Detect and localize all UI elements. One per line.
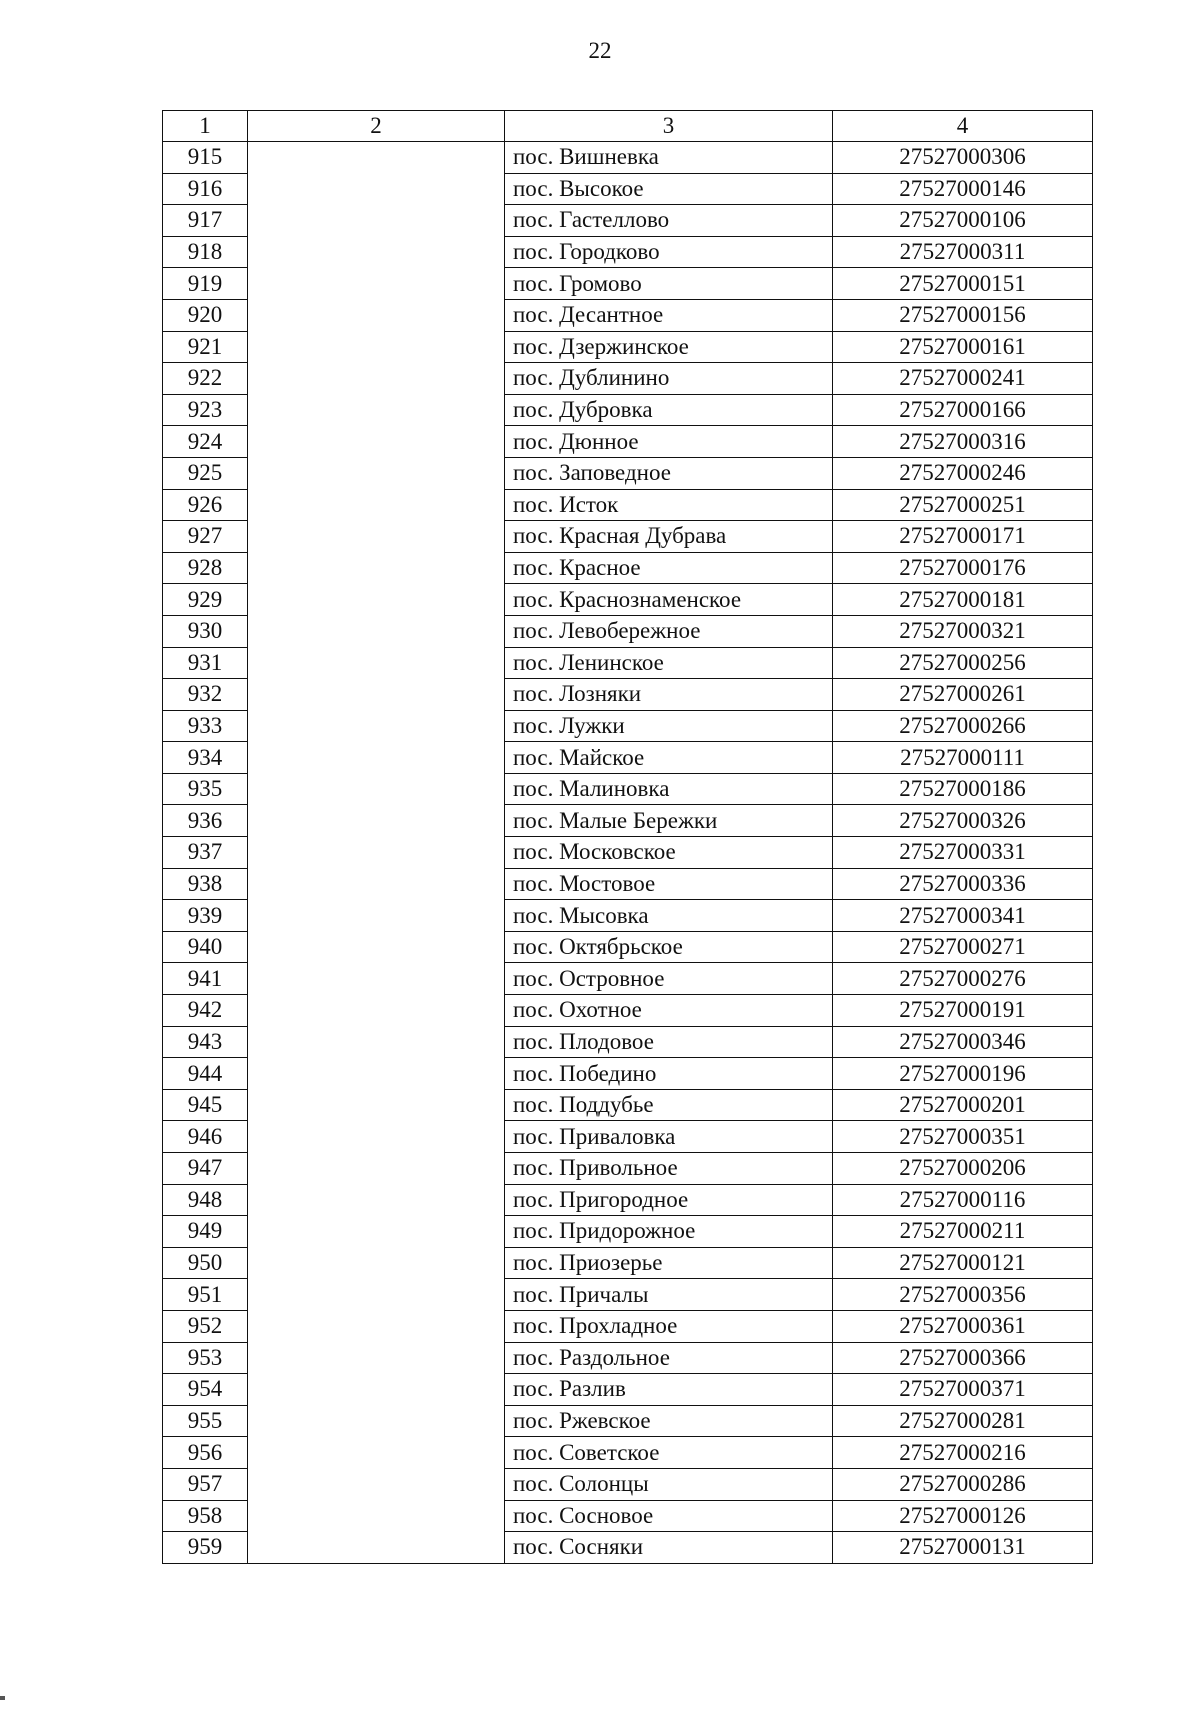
oktmo-code-cell: 27527000286 xyxy=(833,1468,1093,1500)
district-cell xyxy=(248,1468,505,1500)
settlement-name-cell: пос. Дублинино xyxy=(505,363,833,395)
row-number-cell: 928 xyxy=(163,552,248,584)
oktmo-code-cell: 27527000356 xyxy=(833,1279,1093,1311)
settlement-name-cell: пос. Майское xyxy=(505,742,833,774)
row-number-cell: 922 xyxy=(163,363,248,395)
settlement-name-cell: пос. Дюнное xyxy=(505,426,833,458)
oktmo-code-cell: 27527000126 xyxy=(833,1500,1093,1532)
settlement-name-cell: пос. Малиновка xyxy=(505,773,833,805)
oktmo-code-cell: 27527000106 xyxy=(833,205,1093,237)
district-cell xyxy=(248,900,505,932)
row-number-cell: 936 xyxy=(163,805,248,837)
table-row xyxy=(163,1374,1093,1406)
table-row xyxy=(163,963,1093,995)
oktmo-code-cell: 27527000171 xyxy=(833,521,1093,553)
row-number-cell: 951 xyxy=(163,1279,248,1311)
row-number-cell: 952 xyxy=(163,1310,248,1342)
settlement-name-cell: пос. Привольное xyxy=(505,1153,833,1185)
table-row xyxy=(163,1247,1093,1279)
settlement-name-cell: пос. Громово xyxy=(505,268,833,300)
table-row xyxy=(163,1058,1093,1090)
row-number-cell: 948 xyxy=(163,1184,248,1216)
row-number-cell: 942 xyxy=(163,995,248,1027)
settlement-name-cell: пос. Островное xyxy=(505,963,833,995)
table-row xyxy=(163,1153,1093,1185)
oktmo-code-cell: 27527000176 xyxy=(833,552,1093,584)
settlement-name-cell: пос. Краснознаменское xyxy=(505,584,833,616)
settlement-name-cell: пос. Сосняки xyxy=(505,1532,833,1564)
settlement-name-cell: пос. Красная Дубрава xyxy=(505,521,833,553)
district-cell xyxy=(248,1532,505,1564)
table-row xyxy=(163,837,1093,869)
district-cell xyxy=(248,710,505,742)
settlement-name-cell: пос. Исток xyxy=(505,489,833,521)
settlement-name-cell: пос. Приваловка xyxy=(505,1121,833,1153)
table-row xyxy=(163,1405,1093,1437)
oktmo-code-cell: 27527000366 xyxy=(833,1342,1093,1374)
district-cell xyxy=(248,963,505,995)
row-number-cell: 958 xyxy=(163,1500,248,1532)
table-row xyxy=(163,1500,1093,1532)
settlement-name-cell: пос. Высокое xyxy=(505,173,833,205)
settlement-name-cell: пос. Дубровка xyxy=(505,394,833,426)
row-number-cell: 920 xyxy=(163,299,248,331)
row-number-cell: 950 xyxy=(163,1247,248,1279)
oktmo-code-cell: 27527000266 xyxy=(833,710,1093,742)
settlement-name-cell: пос. Пригородное xyxy=(505,1184,833,1216)
row-number-cell: 959 xyxy=(163,1532,248,1564)
row-number-cell: 918 xyxy=(163,236,248,268)
column-header-2: 2 xyxy=(248,111,505,142)
row-number-cell: 940 xyxy=(163,931,248,963)
row-number-cell: 935 xyxy=(163,773,248,805)
district-cell xyxy=(248,1247,505,1279)
district-cell xyxy=(248,1216,505,1248)
settlement-name-cell: пос. Причалы xyxy=(505,1279,833,1311)
district-cell xyxy=(248,1437,505,1469)
row-number-cell: 925 xyxy=(163,457,248,489)
table-row xyxy=(163,647,1093,679)
settlement-name-cell: пос. Десантное xyxy=(505,299,833,331)
district-cell xyxy=(248,521,505,553)
table-row xyxy=(163,679,1093,711)
scan-mark xyxy=(0,1696,5,1700)
district-cell xyxy=(248,1405,505,1437)
settlement-name-cell: пос. Сосновое xyxy=(505,1500,833,1532)
settlement-name-cell: пос. Приозерье xyxy=(505,1247,833,1279)
table-row xyxy=(163,142,1093,174)
table-row xyxy=(163,173,1093,205)
oktmo-code-cell: 27527000191 xyxy=(833,995,1093,1027)
oktmo-code-cell: 27527000211 xyxy=(833,1216,1093,1248)
oktmo-code-cell: 27527000361 xyxy=(833,1310,1093,1342)
table-row xyxy=(163,1184,1093,1216)
oktmo-code-cell: 27527000341 xyxy=(833,900,1093,932)
settlement-name-cell: пос. Красное xyxy=(505,552,833,584)
table-row xyxy=(163,1216,1093,1248)
oktmo-code-cell: 27527000116 xyxy=(833,1184,1093,1216)
table-body xyxy=(163,142,1093,1564)
table-row xyxy=(163,868,1093,900)
district-cell xyxy=(248,489,505,521)
district-cell xyxy=(248,1310,505,1342)
table-row xyxy=(163,521,1093,553)
table-row xyxy=(163,931,1093,963)
district-cell xyxy=(248,331,505,363)
table-row xyxy=(163,363,1093,395)
row-number-cell: 945 xyxy=(163,1089,248,1121)
settlement-name-cell: пос. Октябрьское xyxy=(505,931,833,963)
settlement-name-cell: пос. Малые Бережки xyxy=(505,805,833,837)
row-number-cell: 924 xyxy=(163,426,248,458)
row-number-cell: 929 xyxy=(163,584,248,616)
district-cell xyxy=(248,1153,505,1185)
district-cell xyxy=(248,837,505,869)
oktmo-code-cell: 27527000241 xyxy=(833,363,1093,395)
oktmo-code-cell: 27527000131 xyxy=(833,1532,1093,1564)
district-cell xyxy=(248,236,505,268)
district-cell xyxy=(248,805,505,837)
row-number-cell: 931 xyxy=(163,647,248,679)
row-number-cell: 939 xyxy=(163,900,248,932)
oktmo-code-cell: 27527000346 xyxy=(833,1026,1093,1058)
oktmo-code-cell: 27527000181 xyxy=(833,584,1093,616)
district-cell xyxy=(248,1058,505,1090)
table-row xyxy=(163,1532,1093,1564)
district-cell xyxy=(248,1342,505,1374)
oktmo-code-cell: 27527000306 xyxy=(833,142,1093,174)
oktmo-code-cell: 27527000121 xyxy=(833,1247,1093,1279)
district-cell xyxy=(248,742,505,774)
oktmo-code-cell: 27527000256 xyxy=(833,647,1093,679)
district-cell xyxy=(248,299,505,331)
oktmo-code-cell: 27527000336 xyxy=(833,868,1093,900)
district-cell xyxy=(248,931,505,963)
settlement-name-cell: пос. Прохладное xyxy=(505,1310,833,1342)
oktmo-code-cell: 27527000311 xyxy=(833,236,1093,268)
settlement-name-cell: пос. Лужки xyxy=(505,710,833,742)
row-number-cell: 937 xyxy=(163,837,248,869)
district-cell xyxy=(248,647,505,679)
oktmo-code-cell: 27527000351 xyxy=(833,1121,1093,1153)
row-number-cell: 932 xyxy=(163,679,248,711)
table-row xyxy=(163,584,1093,616)
district-cell xyxy=(248,268,505,300)
table-row xyxy=(163,615,1093,647)
table-row xyxy=(163,394,1093,426)
row-number-cell: 955 xyxy=(163,1405,248,1437)
oktmo-code-cell: 27527000331 xyxy=(833,837,1093,869)
row-number-cell: 921 xyxy=(163,331,248,363)
row-number-cell: 941 xyxy=(163,963,248,995)
oktmo-code-cell: 27527000251 xyxy=(833,489,1093,521)
settlement-name-cell: пос. Левобережное xyxy=(505,615,833,647)
settlement-name-cell: пос. Раздольное xyxy=(505,1342,833,1374)
settlement-name-cell: пос. Городково xyxy=(505,236,833,268)
oktmo-code-cell: 27527000281 xyxy=(833,1405,1093,1437)
settlement-name-cell: пос. Победино xyxy=(505,1058,833,1090)
settlement-name-cell: пос. Заповедное xyxy=(505,457,833,489)
row-number-cell: 957 xyxy=(163,1468,248,1500)
row-number-cell: 946 xyxy=(163,1121,248,1153)
district-cell xyxy=(248,1121,505,1153)
table-row xyxy=(163,1468,1093,1500)
district-cell xyxy=(248,1026,505,1058)
oktmo-code-cell: 27527000316 xyxy=(833,426,1093,458)
oktmo-code-cell: 27527000276 xyxy=(833,963,1093,995)
row-number-cell: 923 xyxy=(163,394,248,426)
oktmo-code-cell: 27527000326 xyxy=(833,805,1093,837)
district-cell xyxy=(248,457,505,489)
oktmo-code-cell: 27527000271 xyxy=(833,931,1093,963)
district-cell xyxy=(248,995,505,1027)
oktmo-code-cell: 27527000371 xyxy=(833,1374,1093,1406)
district-cell xyxy=(248,363,505,395)
district-cell xyxy=(248,1500,505,1532)
oktmo-code-cell: 27527000161 xyxy=(833,331,1093,363)
table-row xyxy=(163,900,1093,932)
oktmo-code-cell: 27527000186 xyxy=(833,773,1093,805)
district-cell xyxy=(248,584,505,616)
oktmo-code-cell: 27527000201 xyxy=(833,1089,1093,1121)
settlement-name-cell: пос. Московское xyxy=(505,837,833,869)
row-number-cell: 956 xyxy=(163,1437,248,1469)
settlements-table xyxy=(162,110,1093,1564)
settlement-name-cell: пос. Мысовка xyxy=(505,900,833,932)
row-number-cell: 953 xyxy=(163,1342,248,1374)
settlement-name-cell: пос. Придорожное xyxy=(505,1216,833,1248)
row-number-cell: 944 xyxy=(163,1058,248,1090)
table-row xyxy=(163,1089,1093,1121)
district-cell xyxy=(248,426,505,458)
table-row xyxy=(163,331,1093,363)
table-row xyxy=(163,1342,1093,1374)
row-number-cell: 916 xyxy=(163,173,248,205)
column-header-4: 4 xyxy=(833,111,1093,142)
district-cell xyxy=(248,868,505,900)
table-row xyxy=(163,299,1093,331)
page-number: 22 xyxy=(588,38,612,63)
row-number-cell: 933 xyxy=(163,710,248,742)
row-number-cell: 938 xyxy=(163,868,248,900)
row-number-cell: 947 xyxy=(163,1153,248,1185)
table-row xyxy=(163,236,1093,268)
table-row xyxy=(163,995,1093,1027)
district-cell xyxy=(248,142,505,174)
row-number-cell: 949 xyxy=(163,1216,248,1248)
column-header-3: 3 xyxy=(505,111,833,142)
district-cell xyxy=(248,615,505,647)
table-row xyxy=(163,205,1093,237)
district-cell xyxy=(248,1089,505,1121)
oktmo-code-cell: 27527000246 xyxy=(833,457,1093,489)
row-number-cell: 926 xyxy=(163,489,248,521)
settlement-name-cell: пос. Гастеллово xyxy=(505,205,833,237)
district-cell xyxy=(248,773,505,805)
table-header-row xyxy=(163,111,1093,142)
district-cell xyxy=(248,205,505,237)
settlement-name-cell: пос. Солонцы xyxy=(505,1468,833,1500)
table-row xyxy=(163,710,1093,742)
settlement-name-cell: пос. Ржевское xyxy=(505,1405,833,1437)
oktmo-code-cell: 27527000156 xyxy=(833,299,1093,331)
table-row xyxy=(163,552,1093,584)
district-cell xyxy=(248,394,505,426)
oktmo-code-cell: 27527000196 xyxy=(833,1058,1093,1090)
oktmo-code-cell: 27527000216 xyxy=(833,1437,1093,1469)
settlement-name-cell: пос. Охотное xyxy=(505,995,833,1027)
row-number-cell: 915 xyxy=(163,142,248,174)
table-row xyxy=(163,742,1093,774)
row-number-cell: 930 xyxy=(163,615,248,647)
row-number-cell: 917 xyxy=(163,205,248,237)
district-cell xyxy=(248,1374,505,1406)
table-row xyxy=(163,268,1093,300)
row-number-cell: 954 xyxy=(163,1374,248,1406)
table-row xyxy=(163,773,1093,805)
table-row xyxy=(163,1310,1093,1342)
table-row xyxy=(163,1026,1093,1058)
settlement-name-cell: пос. Ленинское xyxy=(505,647,833,679)
table-row xyxy=(163,805,1093,837)
settlement-name-cell: пос. Разлив xyxy=(505,1374,833,1406)
settlement-name-cell: пос. Мостовое xyxy=(505,868,833,900)
table-row xyxy=(163,426,1093,458)
row-number-cell: 934 xyxy=(163,742,248,774)
district-cell xyxy=(248,552,505,584)
column-header-1: 1 xyxy=(163,111,248,142)
oktmo-code-cell: 27527000321 xyxy=(833,615,1093,647)
table-row xyxy=(163,489,1093,521)
settlement-name-cell: пос. Плодовое xyxy=(505,1026,833,1058)
row-number-cell: 943 xyxy=(163,1026,248,1058)
district-cell xyxy=(248,1279,505,1311)
row-number-cell: 927 xyxy=(163,521,248,553)
district-cell xyxy=(248,679,505,711)
table-row xyxy=(163,1279,1093,1311)
table-row xyxy=(163,1121,1093,1153)
table-header xyxy=(163,111,1093,142)
oktmo-code-cell: 27527000111 xyxy=(833,742,1093,774)
district-cell xyxy=(248,173,505,205)
oktmo-code-cell: 27527000146 xyxy=(833,173,1093,205)
oktmo-code-cell: 27527000166 xyxy=(833,394,1093,426)
settlement-name-cell: пос. Дзержинское xyxy=(505,331,833,363)
district-cell xyxy=(248,1184,505,1216)
table-row xyxy=(163,457,1093,489)
row-number-cell: 919 xyxy=(163,268,248,300)
settlement-name-cell: пос. Советское xyxy=(505,1437,833,1469)
settlement-name-cell: пос. Поддубье xyxy=(505,1089,833,1121)
oktmo-code-cell: 27527000151 xyxy=(833,268,1093,300)
settlement-name-cell: пос. Лозняки xyxy=(505,679,833,711)
settlement-name-cell: пос. Вишневка xyxy=(505,142,833,174)
oktmo-code-cell: 27527000261 xyxy=(833,679,1093,711)
oktmo-code-cell: 27527000206 xyxy=(833,1153,1093,1185)
table-row xyxy=(163,1437,1093,1469)
